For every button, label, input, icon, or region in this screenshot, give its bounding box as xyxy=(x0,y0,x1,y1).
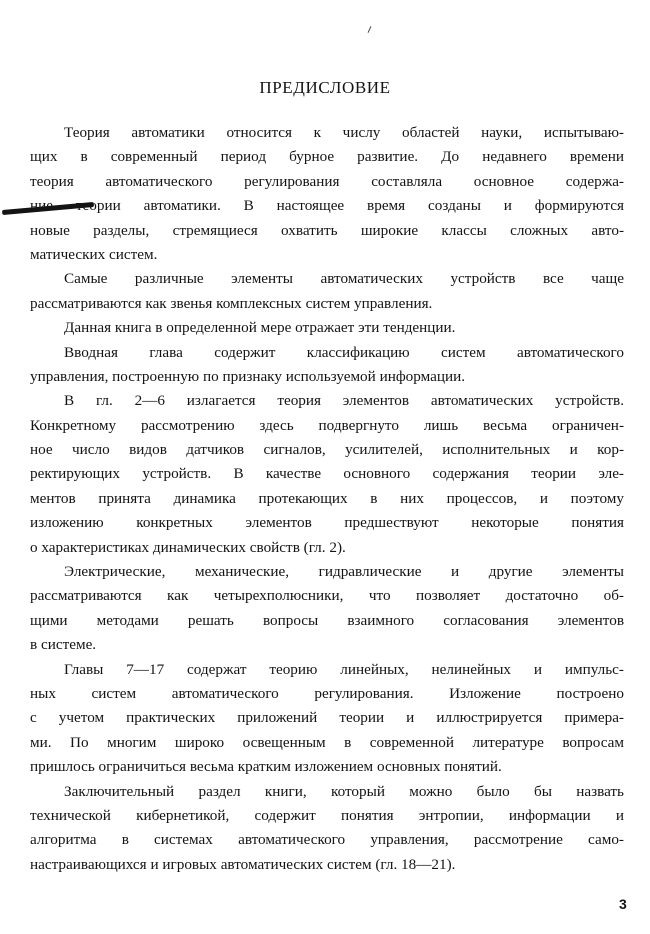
text-line: пришлось ограничиться весьма кратким изложением основных понятий. xyxy=(30,758,502,776)
text-line: ректирующих устройств. В качестве основного содержания теории эле- xyxy=(30,465,624,483)
text-line: Самые различные элементы автоматических устройств все чаще xyxy=(64,270,624,288)
text-line: управления, построенную по признаку используемой информации. xyxy=(30,367,466,385)
text-line: Вводная глава содержит классификацию систем автоматического xyxy=(64,343,624,361)
text-line: Конкретному рассмотрению здесь подвергнуто лишь весьма ограничен- xyxy=(30,416,624,434)
text-line: с учетом практических приложений теории и иллюстрируется примера- xyxy=(30,709,624,727)
text-line: В гл. 2—6 излагается теория элементов автоматических устройств. xyxy=(64,392,624,410)
text-line: технической кибернетикой, содержит понятия энтропии, информации и xyxy=(30,806,624,824)
text-line: щими методами решать вопросы взаимного согласования элементов xyxy=(30,611,624,629)
text-line: Электрические, механические, гидравлические и другие элементы xyxy=(64,563,624,581)
text-line: Главы 7—17 содержат теорию линейных, нелинейных и импульс- xyxy=(64,660,624,678)
text-line: рассматриваются как звенья комплексных систем управления. xyxy=(30,294,433,312)
text-line: матических систем. xyxy=(30,245,158,263)
text-line: изложению конкретных элементов предшествуют некоторые понятия xyxy=(30,514,624,532)
text-line: Теория автоматики относится к числу областей науки, испытываю- xyxy=(64,124,624,141)
text-line: настраивающихся и игровых автоматических систем (гл. 18—21). xyxy=(30,855,456,873)
text-line: новые разделы, стремящиеся охватить широкие классы сложных авто- xyxy=(30,221,624,239)
text-line: алгоритма в системах автоматического управления, рассмотрение само- xyxy=(30,831,624,849)
page-number: 3 xyxy=(619,896,627,912)
body-text xyxy=(30,121,624,877)
text-line: щих в современный период бурное развитие. До недавнего времени xyxy=(30,148,624,166)
text-line: Данная книга в определенной мере отражает эти тенденции. xyxy=(64,319,456,337)
page-heading: ПРЕДИСЛОВИЕ xyxy=(259,78,391,97)
text-line: рассматриваются как четырехполюсники, что позволяет достаточно об- xyxy=(30,587,624,605)
stray-mark xyxy=(368,26,372,33)
text-line: ми. По многим широко освещенным в современной литературе вопросам xyxy=(30,733,624,751)
text-line: о характеристиках динамических свойств (гл. 2). xyxy=(30,538,346,556)
text-line: в системе. xyxy=(30,636,97,654)
text-line: ние теории автоматики. В настоящее время созданы и формируются xyxy=(30,197,624,215)
text-line: Заключительный раздел книги, который можно было бы назвать xyxy=(64,782,624,800)
text-line: теория автоматического регулирования составляла основное содержа- xyxy=(30,172,624,190)
text-line: ментов принята динамика протекающих в них процессов, и поэтому xyxy=(30,489,624,507)
text-line: ное число видов датчиков сигналов, усилителей, исполнительных и кор- xyxy=(30,441,624,459)
text-line: ных систем автоматического регулирования. Изложение построено xyxy=(30,684,624,702)
